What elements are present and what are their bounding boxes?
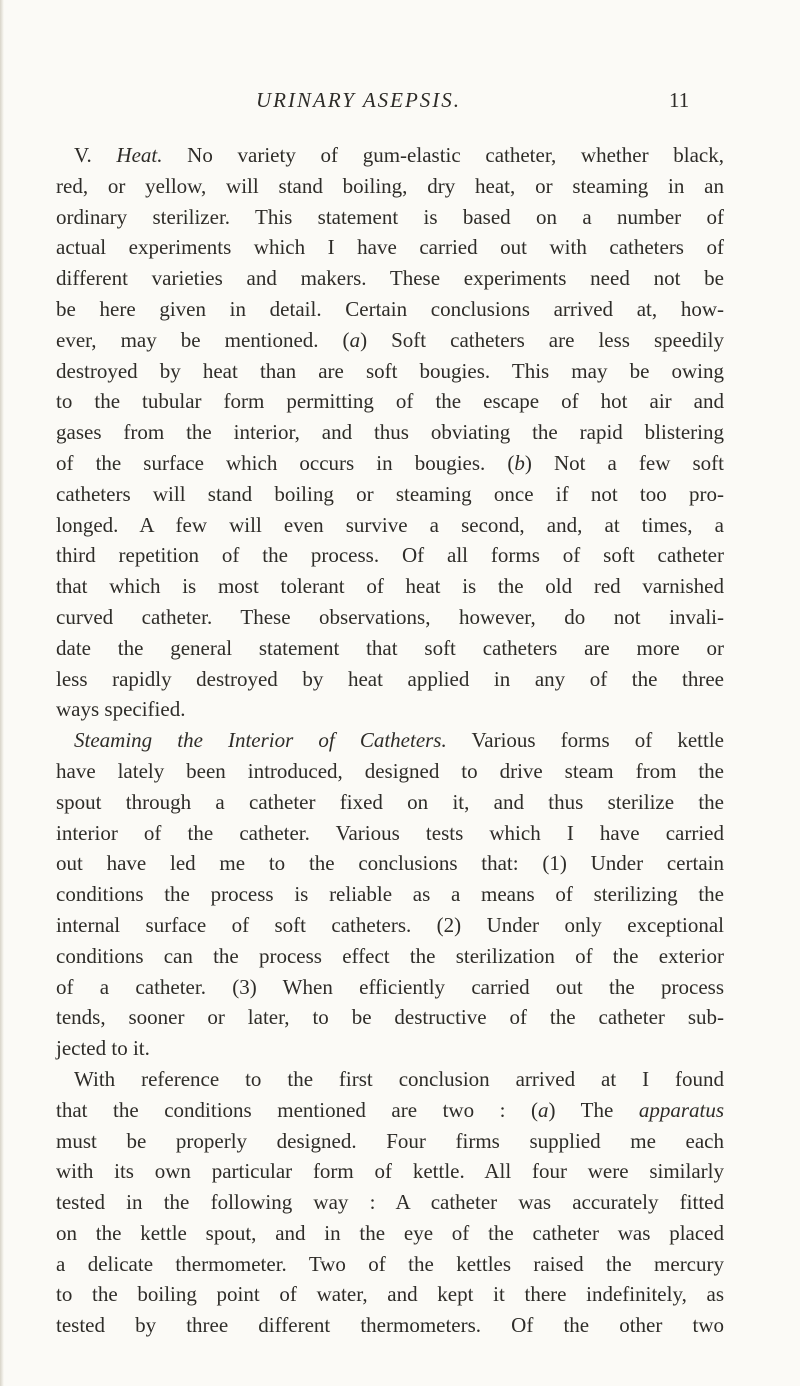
text-line: conditions can the process effect the sterilization of the exterior [56, 943, 724, 968]
text-line: have lately been introduced, designed to drive steam from the [56, 758, 724, 783]
text-line: conditions the process is reliable as a means of sterilizing the [56, 882, 724, 907]
text-line: that the conditions mentioned are two : (a) The apparatus [56, 1097, 725, 1122]
body-text [56, 140, 724, 1341]
page-number: 11 [669, 88, 690, 112]
text-line: V. Heat. No variety of gum-elastic catheter, whether black, [74, 143, 724, 167]
text-line: out have led me to the conclusions that: (1) Under certain [56, 851, 724, 876]
text-line: tested by three different thermometers. Of the other two [56, 1313, 724, 1338]
text-line: ways specified. [56, 697, 186, 722]
text-line: jected to it. [56, 1036, 150, 1061]
text-line: be here given in detail. Certain conclusions arrived at, how- [56, 296, 724, 321]
text-line: tends, sooner or later, to be destructive of the catheter sub- [56, 1005, 724, 1030]
running-head-title: URINARY ASEPSIS. [256, 88, 462, 112]
text-line: ever, may be mentioned. (a) Soft catheters are less speedily [56, 327, 724, 352]
text-line: spout through a catheter fixed on it, and thus sterilize the [56, 789, 724, 814]
text-line: to the boiling point of water, and kept it there indefinitely, as [56, 1282, 724, 1307]
text-line: third repetition of the process. Of all forms of soft catheter [56, 543, 724, 568]
text-line: longed. A few will even survive a second, and, at times, a [56, 512, 724, 537]
text-line: destroyed by heat than are soft bougies. This may be owing [56, 358, 724, 383]
text-line: tested in the following way : A catheter was accurately fitted [56, 1190, 724, 1215]
text-line: red, or yellow, will stand boiling, dry heat, or steaming in an [56, 173, 724, 198]
text-line: a delicate thermometer. Two of the kettles raised the mercury [56, 1251, 724, 1276]
text-line: on the kettle spout, and in the eye of the catheter was placed [56, 1220, 724, 1245]
text-line: date the general statement that soft catheters are more or [56, 635, 724, 660]
text-line: catheters will stand boiling or steaming once if not too pro- [56, 481, 724, 506]
text-line: ordinary sterilizer. This statement is based on a number of [56, 204, 724, 229]
text-line: that which is most tolerant of heat is the old red varnished [56, 574, 724, 599]
text-line: gases from the interior, and thus obviating the rapid blistering [56, 420, 724, 445]
text-line: less rapidly destroyed by heat applied in any of the three [56, 666, 724, 691]
text-line: Steaming the Interior of Catheters. Various forms of kettle [74, 728, 724, 753]
text-line: curved catheter. These observations, however, do not invali- [56, 604, 724, 629]
text-line: different varieties and makers. These experiments need not be [56, 266, 724, 291]
text-line: interior of the catheter. Various tests which I have carried [56, 820, 724, 845]
text-line: must be properly designed. Four firms supplied me each [56, 1128, 724, 1153]
page-edge-shadow [0, 0, 4, 1386]
running-head [0, 88, 800, 118]
text-line: of the surface which occurs in bougies. (b) Not a few soft [56, 450, 724, 475]
text-line: of a catheter. (3) When efficiently carried out the process [56, 974, 724, 999]
text-line: actual experiments which I have carried out with catheters of [56, 235, 724, 260]
text-line: to the tubular form permitting of the escape of hot air and [56, 389, 724, 414]
text-line: with its own particular form of kettle. All four were similarly [56, 1159, 724, 1184]
text-line: With reference to the first conclusion arrived at I found [74, 1066, 724, 1091]
text-line: internal surface of soft catheters. (2) Under only exceptional [56, 912, 724, 937]
